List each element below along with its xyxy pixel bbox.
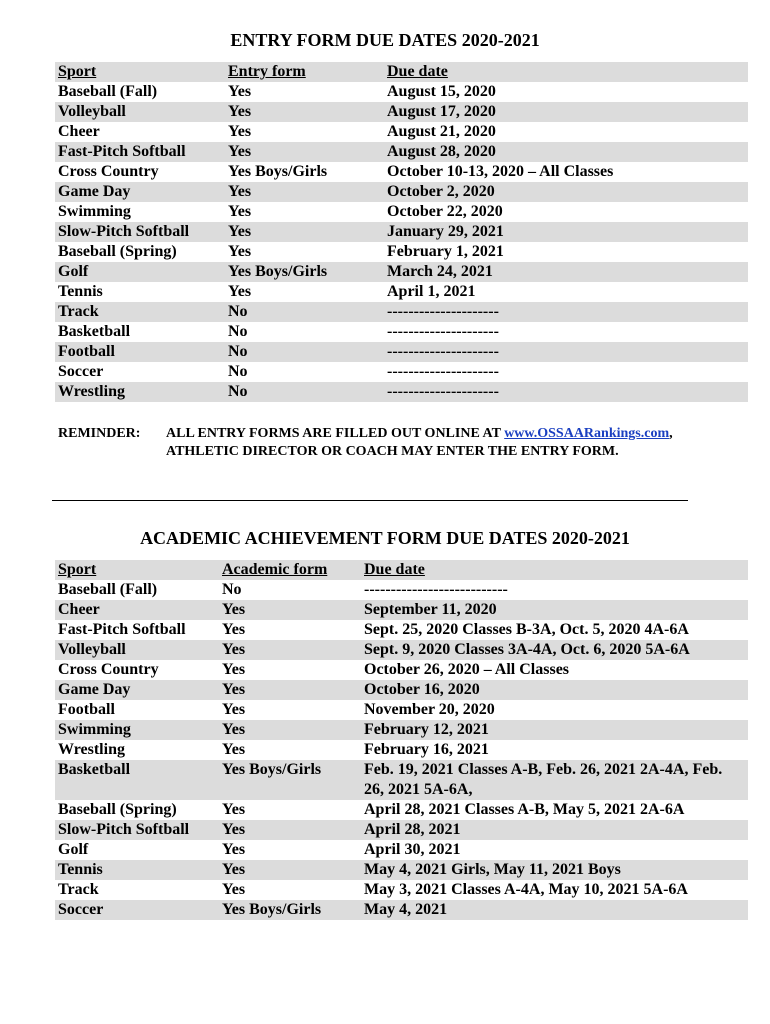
cell-due-date: February 16, 2021: [364, 741, 489, 758]
cell-form: No: [228, 363, 248, 380]
cell-due-date: August 21, 2020: [387, 123, 496, 140]
cell-sport: Cross Country: [58, 661, 159, 678]
reminder-label: REMINDER:: [58, 426, 141, 441]
cell-sport: Fast-Pitch Softball: [58, 621, 186, 638]
cell-form: Yes: [228, 83, 252, 100]
table-row: [55, 142, 748, 162]
cell-due-date: February 1, 2021: [387, 243, 504, 260]
cell-due-date: Sept. 25, 2020 Classes B-3A, Oct. 5, 2020 4A-6A: [364, 621, 689, 638]
reminder-text-before: ALL ENTRY FORMS ARE FILLED OUT ONLINE AT: [166, 426, 505, 441]
table-row: [55, 640, 748, 660]
cell-due-date: ---------------------: [387, 383, 499, 400]
table-row: [55, 800, 748, 820]
cell-sport: Track: [58, 881, 99, 898]
cell-due-date: November 20, 2020: [364, 701, 495, 718]
cell-sport: Track: [58, 303, 99, 320]
cell-form: Yes Boys/Girls: [228, 263, 328, 280]
table-row: [55, 382, 748, 402]
cell-due-date: October 16, 2020: [364, 681, 480, 698]
cell-sport: Fast-Pitch Softball: [58, 143, 186, 160]
cell-form: No: [228, 383, 248, 400]
cell-form: Yes: [228, 283, 252, 300]
cell-due-date: September 11, 2020: [364, 601, 497, 618]
cell-due-date: ---------------------: [387, 343, 499, 360]
table-row: [55, 760, 748, 800]
table-row: [55, 620, 748, 640]
academic-form-table: [55, 560, 748, 920]
cell-sport: Football: [58, 701, 115, 718]
table-row: [55, 840, 748, 860]
cell-sport: Baseball (Spring): [58, 243, 177, 260]
cell-form: Yes: [222, 801, 246, 818]
cell-due-date: ---------------------: [387, 323, 499, 340]
entry-form-table: [55, 62, 748, 402]
cell-due-date: May 4, 2021: [364, 901, 448, 918]
reminder-text: [166, 425, 746, 461]
table-row: [55, 900, 748, 920]
cell-due-date: January 29, 2021: [387, 223, 504, 240]
cell-due-date: February 12, 2021: [364, 721, 489, 738]
cell-sport: Volleyball: [58, 641, 126, 658]
cell-form: Yes: [222, 621, 246, 638]
cell-due-date: May 4, 2021 Girls, May 11, 2021 Boys: [364, 861, 621, 878]
table-row: [55, 202, 748, 222]
cell-sport: Cheer: [58, 123, 100, 140]
cell-sport: Slow-Pitch Softball: [58, 223, 190, 240]
table-row: [55, 222, 748, 242]
cell-sport: Wrestling: [58, 383, 125, 400]
cell-sport: Baseball (Spring): [58, 801, 177, 818]
cell-due-date: August 17, 2020: [387, 103, 496, 120]
cell-due-date: October 2, 2020: [387, 183, 495, 200]
cell-form: Yes: [222, 861, 246, 878]
header-due-date: Due date: [387, 63, 448, 80]
cell-due-date: April 28, 2021 Classes A-B, May 5, 2021 2A-6A: [364, 801, 685, 818]
cell-sport: Wrestling: [58, 741, 125, 758]
cell-sport: Baseball (Fall): [58, 83, 158, 100]
cell-due-date: Feb. 19, 2021 Classes A-B, Feb. 26, 2021 2A-4A, Feb. 26, 2021 5A-6A,: [364, 761, 723, 798]
table-row: [55, 660, 748, 680]
cell-form: Yes: [222, 661, 246, 678]
cell-due-date: May 3, 2021 Classes A-4A, May 10, 2021 5A-6A: [364, 881, 688, 898]
cell-due-date: April 28, 2021: [364, 821, 461, 838]
cell-sport: Swimming: [58, 203, 131, 220]
cell-form: Yes: [222, 881, 246, 898]
table-row: [55, 162, 748, 182]
cell-form: Yes: [222, 741, 246, 758]
cell-due-date: Sept. 9, 2020 Classes 3A-4A, Oct. 6, 2020 5A-6A: [364, 641, 690, 658]
cell-sport: Cheer: [58, 601, 100, 618]
cell-form: Yes: [222, 601, 246, 618]
table-row: [55, 242, 748, 262]
cell-sport: Volleyball: [58, 103, 126, 120]
header-entry-form: Entry form: [228, 63, 306, 80]
table-row: [55, 860, 748, 880]
ossaa-rankings-link[interactable]: www.OSSAARankings.com: [504, 426, 670, 441]
cell-form: Yes: [228, 243, 252, 260]
cell-form: Yes: [228, 223, 252, 240]
table-row: [55, 700, 748, 720]
cell-due-date: October 22, 2020: [387, 203, 503, 220]
table-row: [55, 102, 748, 122]
cell-due-date: October 26, 2020 – All Classes: [364, 661, 570, 678]
table-row: [55, 600, 748, 620]
table-header-row: [55, 62, 748, 82]
cell-form: Yes: [228, 123, 252, 140]
cell-sport: Soccer: [58, 363, 104, 380]
table-row: [55, 82, 748, 102]
cell-sport: Golf: [58, 263, 89, 280]
table-row: [55, 262, 748, 282]
cell-sport: Soccer: [58, 901, 104, 918]
cell-form: Yes: [228, 203, 252, 220]
table-row: [55, 342, 748, 362]
cell-form: Yes Boys/Girls: [222, 761, 322, 778]
table-row: [55, 820, 748, 840]
cell-sport: Basketball: [58, 761, 131, 778]
cell-sport: Swimming: [58, 721, 131, 738]
cell-due-date: April 30, 2021: [364, 841, 461, 858]
table-row: [55, 880, 748, 900]
cell-sport: Golf: [58, 841, 89, 858]
cell-form: Yes: [222, 681, 246, 698]
cell-form: Yes: [222, 701, 246, 718]
cell-due-date: August 15, 2020: [387, 83, 496, 100]
table-row: [55, 580, 748, 600]
table-row: [55, 680, 748, 700]
cell-sport: Football: [58, 343, 115, 360]
cell-due-date: ---------------------------: [364, 581, 508, 598]
cell-sport: Basketball: [58, 323, 131, 340]
table-header-row: [55, 560, 748, 580]
cell-form: No: [222, 581, 242, 598]
header-academic-form: Academic form: [222, 561, 328, 578]
entry-form-title: ENTRY FORM DUE DATES 2020-2021: [230, 30, 540, 50]
cell-sport: Slow-Pitch Softball: [58, 821, 190, 838]
cell-sport: Baseball (Fall): [58, 581, 158, 598]
cell-due-date: August 28, 2020: [387, 143, 496, 160]
table-row: [55, 720, 748, 740]
cell-form: Yes: [228, 103, 252, 120]
cell-form: Yes: [222, 721, 246, 738]
cell-form: Yes: [228, 143, 252, 160]
cell-sport: Game Day: [58, 681, 131, 698]
cell-due-date: April 1, 2021: [387, 283, 476, 300]
table-row: [55, 740, 748, 760]
cell-sport: Game Day: [58, 183, 131, 200]
table-row: [55, 362, 748, 382]
cell-due-date: October 10-13, 2020 – All Classes: [387, 163, 614, 180]
reminder-text-after: , ATHLETIC DIRECTOR OR COACH MAY ENTER THE ENTRY FORM.: [166, 426, 673, 459]
header-sport: Sport: [58, 63, 97, 80]
cell-sport: Cross Country: [58, 163, 159, 180]
cell-form: Yes Boys/Girls: [228, 163, 328, 180]
table-row: [55, 302, 748, 322]
cell-due-date: ---------------------: [387, 303, 499, 320]
cell-form: No: [228, 323, 248, 340]
table-row: [55, 182, 748, 202]
table-row: [55, 122, 748, 142]
cell-due-date: March 24, 2021: [387, 263, 493, 280]
header-sport: Sport: [58, 561, 97, 578]
cell-due-date: ---------------------: [387, 363, 499, 380]
cell-form: Yes: [222, 841, 246, 858]
cell-form: No: [228, 343, 248, 360]
cell-form: Yes: [228, 183, 252, 200]
cell-sport: Tennis: [58, 861, 103, 878]
cell-form: Yes Boys/Girls: [222, 901, 322, 918]
academic-form-title: ACADEMIC ACHIEVEMENT FORM DUE DATES 2020-2021: [140, 528, 630, 548]
table-row: [55, 282, 748, 302]
cell-sport: Tennis: [58, 283, 103, 300]
cell-form: No: [228, 303, 248, 320]
section-divider: [52, 500, 688, 501]
cell-form: Yes: [222, 641, 246, 658]
cell-form: Yes: [222, 821, 246, 838]
header-due-date: Due date: [364, 561, 425, 578]
table-row: [55, 322, 748, 342]
